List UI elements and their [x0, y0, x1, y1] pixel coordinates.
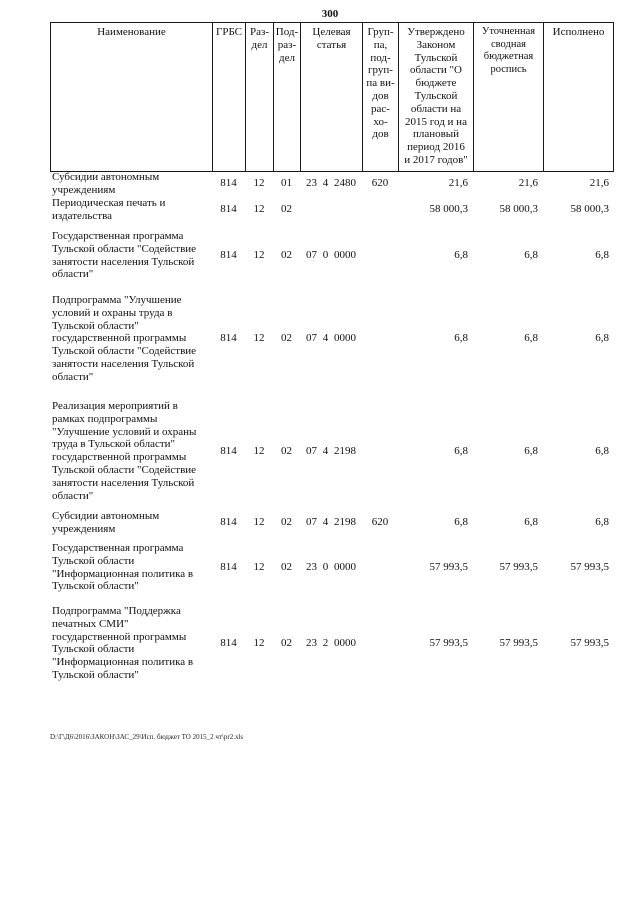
- cell-expense-group: 620: [371, 516, 389, 529]
- table-row: [50, 230, 613, 281]
- cell-podrazdel: 02: [281, 444, 292, 457]
- cell-refined: 57 993,5: [499, 561, 538, 574]
- cell-target-article: 23 4 2480: [306, 177, 356, 190]
- cell-grbs: 814: [220, 444, 237, 457]
- cell-target-article: 07 4 2198: [306, 444, 356, 457]
- cell-approved: 6,8: [454, 516, 468, 529]
- cell-refined: 6,8: [524, 249, 538, 262]
- cell-approved: 21,6: [448, 177, 468, 190]
- cell-refined: 21,6: [518, 177, 538, 190]
- table-row: [50, 197, 613, 223]
- header-executed: Исполнено: [544, 23, 614, 171]
- cell-podrazdel: 02: [281, 516, 292, 529]
- cell-podrazdel: 02: [281, 332, 292, 345]
- cell-refined: 6,8: [524, 444, 538, 457]
- cell-razdel: 12: [253, 516, 265, 529]
- cell-executed: 57 993,5: [570, 636, 609, 649]
- cell-refined: 58 000,3: [499, 203, 538, 216]
- page-number: 300: [321, 8, 339, 20]
- cell-executed: 6,8: [595, 516, 609, 529]
- cell-target-article: 23 0 0000: [306, 561, 356, 574]
- cell-grbs: 814: [220, 332, 237, 345]
- cell-podrazdel: 01: [281, 177, 292, 190]
- table-row: [50, 294, 613, 384]
- cell-podrazdel: 02: [281, 249, 292, 262]
- header-expense-group: Груп- па, под- груп- па ви- дов рас- хо- дов: [363, 23, 399, 171]
- cell-approved: 58 000,3: [429, 203, 468, 216]
- cell-razdel: 12: [253, 203, 265, 216]
- cell-target-article: 23 2 0000: [306, 636, 356, 649]
- header-name: Наименование: [51, 23, 213, 171]
- cell-grbs: 814: [220, 561, 237, 574]
- cell-name: Субсидии автономным учреждениям: [52, 171, 160, 196]
- table-row: [50, 605, 613, 682]
- cell-razdel: 12: [253, 636, 265, 649]
- table-row: [50, 400, 613, 502]
- cell-name: Подпрограмма "Поддержка печатных СМИ" государственной программы Тульской области "Информационная политика в Тульской области": [52, 605, 194, 681]
- file-path: D:\Г\Д6\2016\ЗАКОН\ЗАС_29\Исп. бюджет ТО 2015_2 чт\pr2.xls: [50, 733, 244, 741]
- table-row: [50, 171, 613, 197]
- header-razdel: Раз- дел: [246, 23, 274, 171]
- header-approved: Утверждено Законом Тульской области "О бюджете Тульской области на 2015 год и на плановый период 2016 и 2017 годов": [399, 23, 474, 171]
- cell-target-article: 07 4 0000: [306, 332, 356, 345]
- cell-name: Государственная программа Тульской области "Содействие занятости населения Тульской области": [52, 230, 197, 281]
- cell-approved: 6,8: [454, 444, 468, 457]
- cell-name: Субсидии автономным учреждениям: [52, 510, 160, 535]
- cell-approved: 6,8: [454, 332, 468, 345]
- cell-podrazdel: 02: [281, 203, 292, 216]
- cell-refined: 57 993,5: [499, 636, 538, 649]
- cell-executed: 6,8: [595, 249, 609, 262]
- header-refined: Уточненная сводная бюджетная роспись: [474, 23, 544, 171]
- cell-name: Подпрограмма "Улучшение условий и охраны труда в Тульской области" государственной программы Тульской области "Содействие занятости населения Тульской области": [52, 294, 197, 383]
- cell-refined: 6,8: [524, 332, 538, 345]
- cell-podrazdel: 02: [281, 636, 292, 649]
- cell-grbs: 814: [220, 249, 237, 262]
- cell-approved: 6,8: [454, 249, 468, 262]
- cell-executed: 58 000,3: [570, 203, 609, 216]
- cell-expense-group: 620: [371, 177, 389, 190]
- cell-target-article: 07 4 2198: [306, 516, 356, 529]
- cell-executed: 21,6: [589, 177, 609, 190]
- cell-grbs: 814: [220, 177, 237, 190]
- cell-razdel: 12: [253, 561, 265, 574]
- cell-name: Государственная программа Тульской области "Информационная политика в Тульской области": [52, 542, 194, 593]
- table-row: [50, 510, 613, 536]
- cell-grbs: 814: [220, 636, 237, 649]
- table-header: [50, 22, 614, 172]
- cell-executed: 6,8: [595, 332, 609, 345]
- cell-approved: 57 993,5: [429, 636, 468, 649]
- header-podrazdel: Под- раз- дел: [274, 23, 301, 171]
- cell-podrazdel: 02: [281, 561, 292, 574]
- cell-refined: 6,8: [524, 516, 538, 529]
- cell-grbs: 814: [220, 516, 237, 529]
- cell-grbs: 814: [220, 203, 237, 216]
- cell-target-article: 07 0 0000: [306, 249, 356, 262]
- cell-executed: 6,8: [595, 444, 609, 457]
- header-target-article: Целевая статья: [301, 23, 363, 171]
- cell-approved: 57 993,5: [429, 561, 468, 574]
- cell-razdel: 12: [253, 332, 265, 345]
- cell-razdel: 12: [253, 177, 265, 190]
- header-grbs: ГРБС: [213, 23, 246, 171]
- cell-executed: 57 993,5: [570, 561, 609, 574]
- cell-name: Периодическая печать и издательства: [52, 197, 166, 222]
- cell-razdel: 12: [253, 444, 265, 457]
- cell-name: Реализация мероприятий в рамках подпрограммы "Улучшение условий и охраны труда в Тульской области" государственной программы Тульской области "Содействие занятости населения Тульской области": [52, 400, 197, 502]
- table-row: [50, 542, 613, 593]
- cell-razdel: 12: [253, 249, 265, 262]
